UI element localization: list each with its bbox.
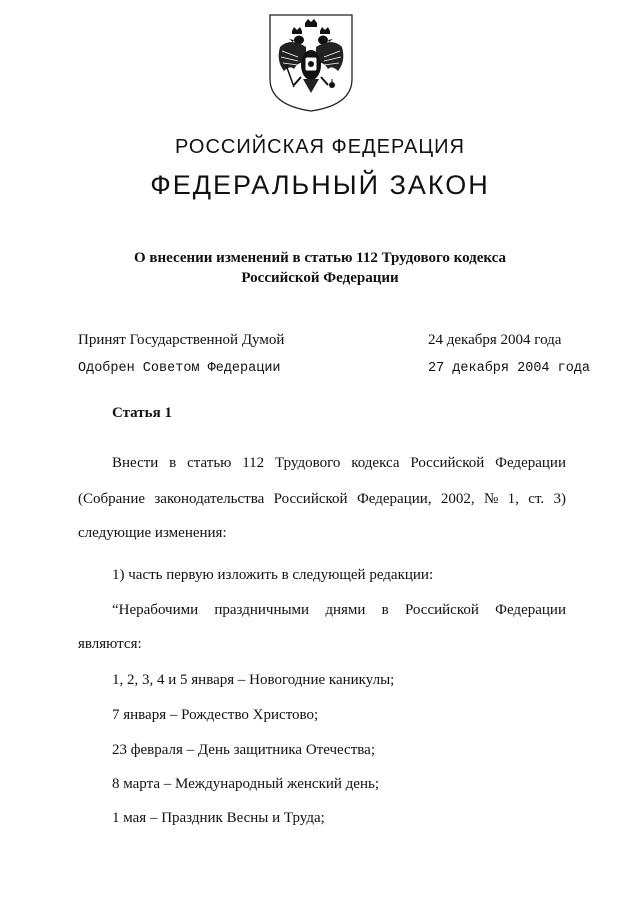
word: кодекса [351,455,400,471]
word: днями [325,602,366,618]
word: Российской [404,602,479,618]
word: статью [187,455,232,471]
word: 3) [553,491,566,507]
country-heading: РОССИЙСКАЯ ФЕДЕРАЦИЯ [175,136,465,158]
holiday-item: 23 февраля – День защитника Отечества; [112,742,375,758]
word: в [381,602,389,618]
holiday-item: 1, 2, 3, 4 и 5 января – Новогодние каникулы; [112,672,395,688]
duma-adoption-label: Принят Государственной Думой [78,332,285,348]
word: праздничными [214,602,310,618]
word: 1, [507,491,519,507]
intro-line-1 [112,455,566,472]
word: (Собрание [78,491,146,507]
holiday-item: 8 марта – Международный женский день; [112,776,379,792]
duma-adoption-date: 24 декабря 2004 года [428,332,562,348]
quote-line-2: являются: [78,636,142,652]
coat-of-arms-emblem [268,13,354,113]
word: Федерации, [356,491,432,507]
item-1: 1) часть первую изложить в следующей редакции: [112,567,434,583]
law-subject [0,248,640,288]
word: в [169,455,177,471]
document-type-title: ФЕДЕРАЛЬНЫЙ ЗАКОН [150,170,490,200]
intro-line-2 [78,491,566,508]
word: ст. [528,491,545,507]
word: Российской [410,455,485,471]
word: № [484,491,499,507]
word: “Нерабочими [112,602,199,618]
word: законодательства [154,491,265,507]
council-approval-label: Одобрен Советом Федерации [78,361,281,376]
word: Федерации [495,602,566,618]
holiday-item: 1 мая – Праздник Весны и Труда; [112,810,325,826]
word: Внести [112,455,159,471]
law-subject-line-2: Российской Федерации [241,270,399,286]
article-title: Статья 1 [112,405,172,421]
quote-line-1 [112,602,566,619]
word: 2002, [440,491,475,507]
word: Трудового [275,455,341,471]
word: Российской [273,491,348,507]
double-headed-eagle-icon [268,13,354,113]
word: Федерации [495,455,566,471]
council-approval-date: 27 декабря 2004 года [428,361,591,376]
law-subject-line-1: О внесении изменений в статью 112 Трудового кодекса [134,250,506,266]
intro-line-3: следующие изменения: [78,525,227,541]
word: 112 [242,455,265,471]
holiday-item: 7 января – Рождество Христово; [112,707,319,723]
